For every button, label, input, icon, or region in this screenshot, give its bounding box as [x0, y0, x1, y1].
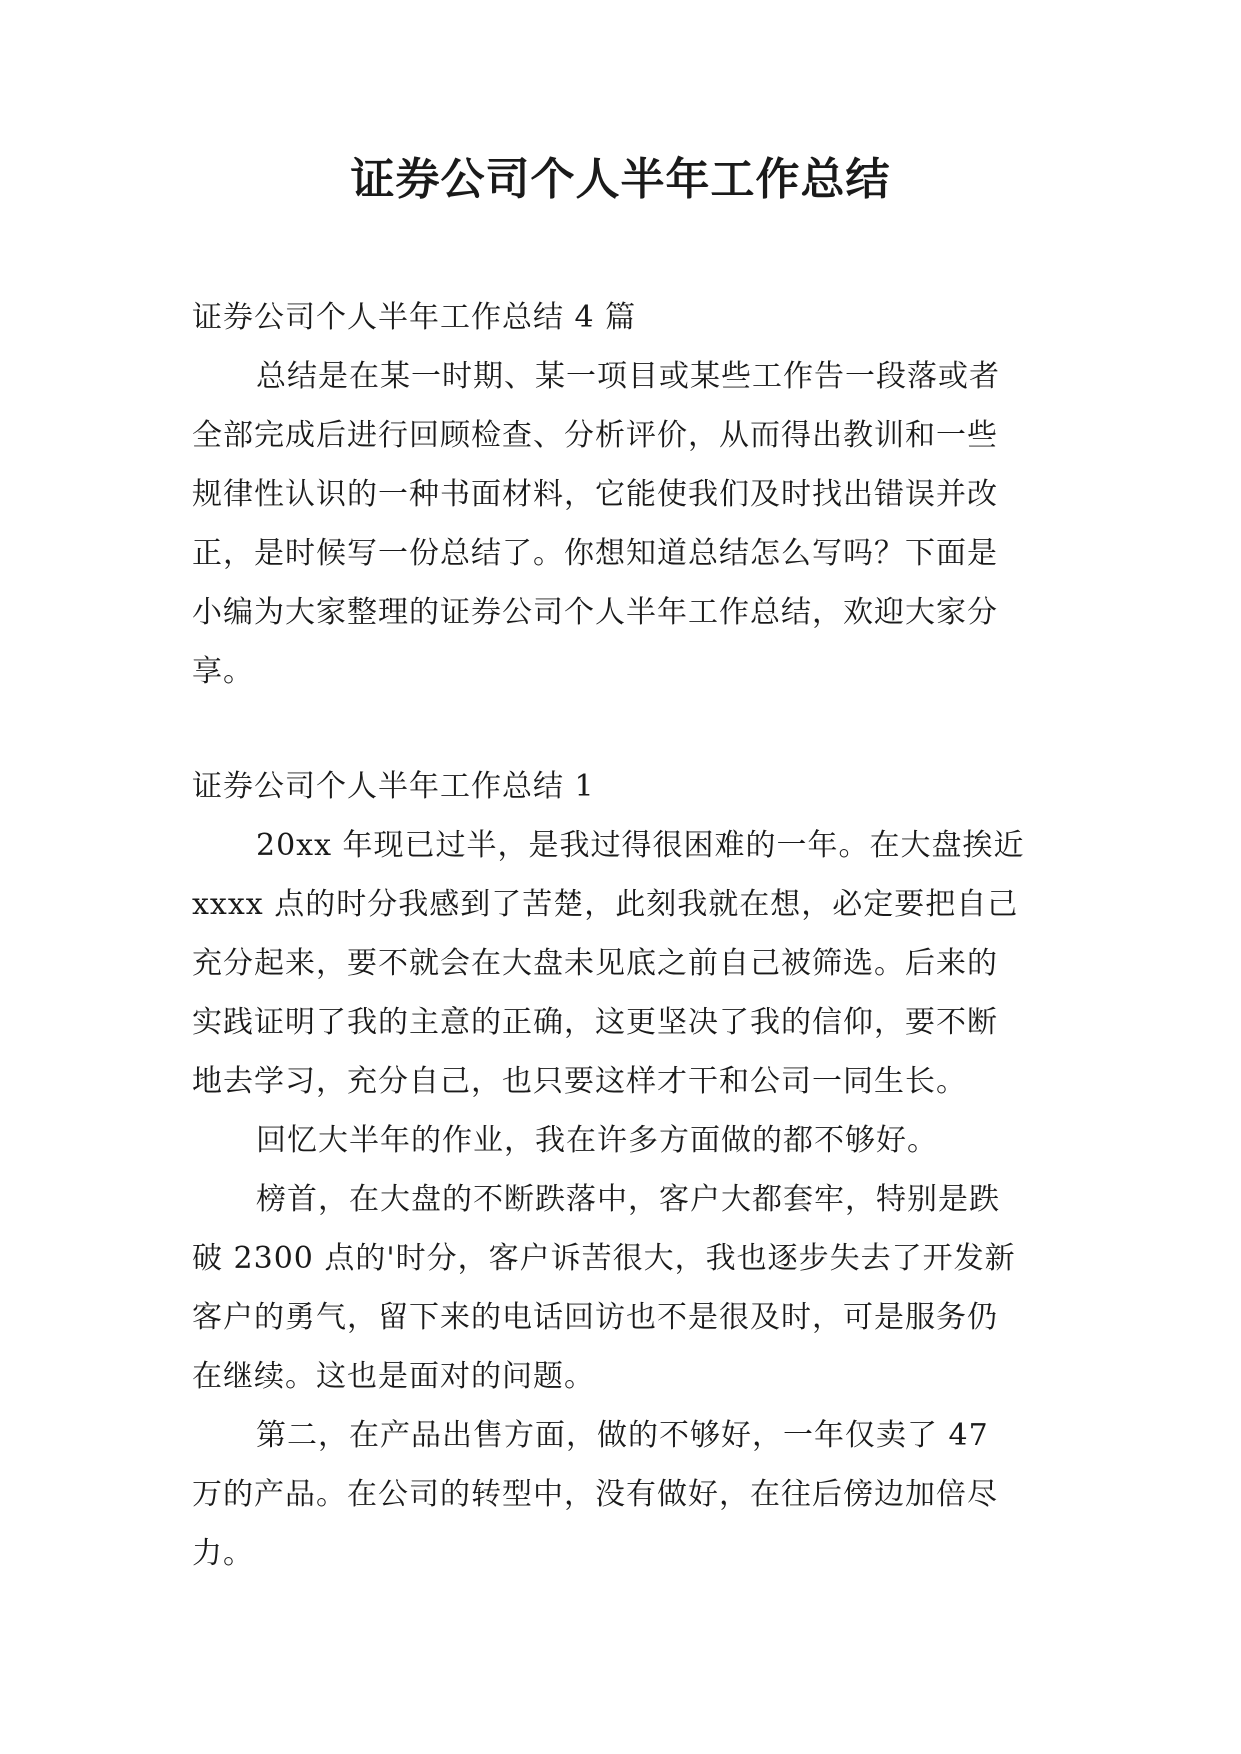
section-heading: 证券公司个人半年工作总结 1 — [192, 769, 595, 804]
paragraph-line: xxxx 点的时分我感到了苦楚，此刻我就在想，必定要把自己 — [192, 887, 1019, 922]
paragraph-line: 回忆大半年的作业，我在许多方面做的都不够好。 — [256, 1123, 938, 1158]
paragraph-line: 地去学习，充分自己，也只要这样才干和公司一同生长。 — [192, 1064, 967, 1099]
intro-paragraph — [192, 347, 1057, 701]
paragraph-line: 总结是在某一时期、某一项目或某些工作告一段落或者 — [256, 359, 1000, 394]
paragraph-1 — [192, 816, 1057, 1111]
document-body — [192, 288, 1057, 1583]
paragraph-2 — [192, 1111, 1057, 1170]
document-title: 证券公司个人半年工作总结 — [350, 154, 891, 205]
paragraph-line: 正，是时候写一份总结了。你想知道总结怎么写吗？下面是 — [192, 536, 998, 571]
paragraph-3 — [192, 1170, 1057, 1406]
paragraph-line: 榜首，在大盘的不断跌落中，客户大都套牢，特别是跌 — [256, 1182, 1000, 1217]
document-subtitle: 证券公司个人半年工作总结 4 篇 — [192, 300, 637, 335]
paragraph-4 — [192, 1406, 1057, 1583]
paragraph-line: 享。 — [192, 654, 254, 689]
paragraph-line: 客户的勇气，留下来的电话回访也不是很及时，可是服务仍 — [192, 1300, 998, 1335]
paragraph-line: 第二，在产品出售方面，做的不够好，一年仅卖了 47 — [256, 1418, 989, 1453]
paragraph-line: 力。 — [192, 1536, 254, 1571]
paragraph-line: 充分起来，要不就会在大盘未见底之前自己被筛选。后来的 — [192, 946, 998, 981]
paragraph-line: 实践证明了我的主意的正确，这更坚决了我的信仰，要不断 — [192, 1005, 998, 1040]
paragraph-line: 破 2300 点的'时分，客户诉苦很大，我也逐步失去了开发新 — [192, 1241, 1016, 1276]
paragraph-line: 万的产品。在公司的转型中，没有做好，在往后傍边加倍尽 — [192, 1477, 998, 1512]
section-gap — [192, 701, 1057, 757]
paragraph-line: 规律性认识的一种书面材料，它能使我们及时找出错误并改 — [192, 477, 998, 512]
paragraph-line: 在继续。这也是面对的问题。 — [192, 1359, 595, 1394]
paragraph-line: 小编为大家整理的证券公司个人半年工作总结，欢迎大家分 — [192, 595, 998, 630]
paragraph-line: 20xx 年现已过半，是我过得很困难的一年。在大盘挨近 — [256, 828, 1025, 863]
paragraph-line: 全部完成后进行回顾检查、分析评价，从而得出教训和一些 — [192, 418, 998, 453]
